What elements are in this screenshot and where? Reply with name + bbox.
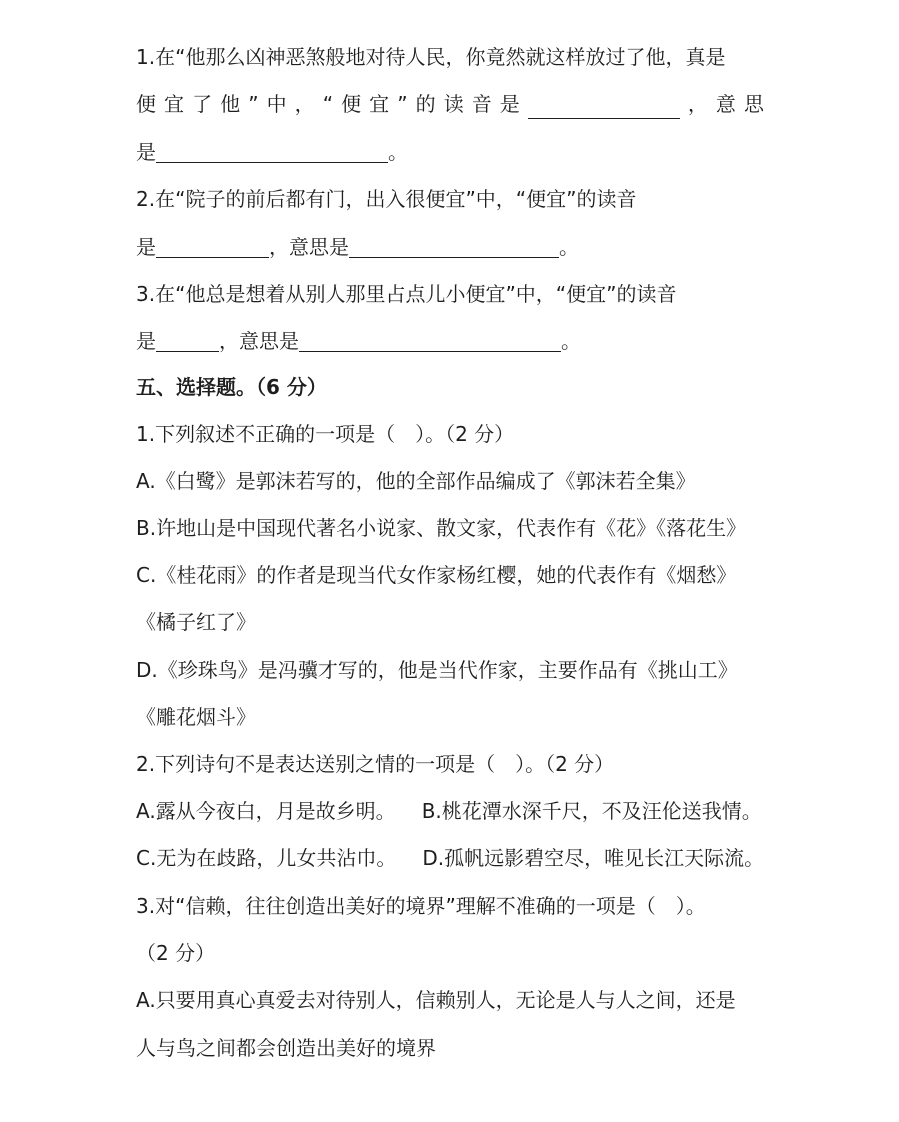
q4-2-reading-blank[interactable] [156, 235, 269, 258]
q4-3-reading-blank[interactable] [156, 329, 219, 352]
q5-1-option-d-text-cont: 《雕花烟斗》 [136, 705, 256, 729]
q4-1-meaning-blank[interactable] [156, 140, 388, 163]
q5-3-option-a-text: A.只要用真心真爱去对待别人，信赖别人，无论是人与人之间，还是 [136, 988, 736, 1012]
q4-3-meaning-blank[interactable] [299, 329, 561, 352]
q4-2-line2-mid: ，意思是 [269, 235, 349, 259]
q4-1-line2-tail-char: ， [687, 92, 708, 116]
q5-1-option-b-text: B.许地山是中国现代著名小说家、散文家，代表作有《花》《落花生》 [136, 516, 747, 540]
q4-1-line2-char: ” [397, 92, 408, 116]
q5-3-stem-text: 3.对“信赖，往往创造出美好的境界”理解不准确的一项是（ ）。 [136, 894, 706, 918]
q4-2-line2 [136, 232, 764, 262]
q4-1-line2-char: 宜 [164, 92, 185, 116]
q5-3-option-a-text-cont: 人与鸟之间都会创造出美好的境界 [136, 1036, 436, 1060]
section-5-heading [136, 372, 764, 402]
q5-2-options-row1 [136, 796, 764, 826]
q4-2-line1 [136, 184, 764, 214]
q4-2-line1-text: 2.在“院子的前后都有门，出入很便宜”中，“便宜”的读音 [136, 187, 637, 211]
q4-3-end: 。 [561, 329, 581, 353]
q4-1-line2 [136, 89, 764, 119]
q5-3-score [136, 938, 764, 968]
q4-1-line2-char: 是 [499, 92, 520, 116]
q5-1-stem [136, 419, 764, 449]
q4-1-line2-char: ， [294, 92, 315, 116]
q4-1-line2-char: 读 [443, 92, 464, 116]
q5-1-option-c-text-cont: 《橘子红了》 [136, 610, 256, 634]
q5-3-stem [136, 891, 764, 921]
q5-3-option-a[interactable] [136, 985, 764, 1015]
q5-1-option-d[interactable] [136, 655, 764, 685]
q5-1-option-b[interactable] [136, 513, 764, 543]
q4-1-line2-char: 便 [341, 92, 362, 116]
q4-1-end: 。 [388, 140, 408, 164]
q5-2-options-row2 [136, 843, 764, 873]
q4-1-line1-text: 1.在“他那么凶神恶煞般地对待人民，你竟然就这样放过了他，真是 [136, 45, 726, 69]
q5-1-option-d-cont [136, 702, 764, 732]
q5-1-option-c[interactable] [136, 560, 764, 590]
q4-1-line1 [136, 42, 764, 72]
q5-2-option-b[interactable]: B.桃花潭水深千尺，不及汪伦送我情。 [421, 799, 762, 823]
q5-3-score-text: （2 分） [136, 941, 216, 965]
q5-3-option-a-cont [136, 1033, 764, 1063]
q4-1-line2-char: 了 [192, 92, 213, 116]
q4-1-line2-char: 的 [415, 92, 436, 116]
q5-2-option-c[interactable]: C.无为在歧路，儿女共沾巾。 [136, 846, 397, 870]
q4-2-meaning-blank[interactable] [349, 235, 559, 258]
q5-1-option-d-text: D.《珍珠鸟》是冯骥才写的，他是当代作家，主要作品有《挑山工》 [136, 658, 738, 682]
q4-2-end: 。 [559, 235, 579, 259]
q4-3-line2 [136, 326, 764, 356]
q4-3-line2-mid: ，意思是 [219, 329, 299, 353]
q5-1-option-a[interactable] [136, 466, 764, 496]
q5-2-stem [136, 749, 764, 779]
q5-1-option-c-text: C.《桂花雨》的作者是现当代女作家杨红樱，她的代表作有《烟愁》 [136, 563, 737, 587]
q4-1-reading-blank[interactable] [528, 96, 680, 119]
q4-1-line3 [136, 137, 764, 167]
q4-1-line2-char: “ [322, 92, 334, 116]
q5-1-stem-text: 1.下列叙述不正确的一项是（ ）。（2 分） [136, 422, 515, 446]
q4-1-line2-char: ” [248, 92, 259, 116]
q4-1-line3-start: 是 [136, 140, 156, 164]
q4-3-line2-start: 是 [136, 329, 156, 353]
q4-3-line1 [136, 279, 764, 309]
q5-1-option-c-cont [136, 607, 764, 637]
q4-3-line1-text: 3.在“他总是想着从别人那里占点儿小便宜”中，“便宜”的读音 [136, 282, 677, 306]
q5-2-option-d[interactable]: D.孤帆远影碧空尽，唯见长江天际流。 [422, 846, 765, 870]
q4-1-line2-tail-char: 意 [715, 92, 736, 116]
q4-1-line2-char: 宜 [369, 92, 390, 116]
q5-2-stem-text: 2.下列诗句不是表达送别之情的一项是（ ）。（2 分） [136, 752, 615, 776]
q5-2-option-a[interactable]: A.露从今夜白，月是故乡明。 [136, 799, 396, 823]
q4-1-line2-char: 音 [471, 92, 492, 116]
q4-1-line2-tail-char: 思 [743, 92, 764, 116]
q4-2-line2-start: 是 [136, 235, 156, 259]
q4-1-line2-char: 中 [266, 92, 287, 116]
q4-1-line2-char: 他 [220, 92, 241, 116]
q5-1-option-a-text: A.《白鹭》是郭沫若写的，他的全部作品编成了《郭沫若全集》 [136, 469, 696, 493]
q4-1-line2-char: 便 [136, 92, 156, 116]
section-5-heading-text: 五、选择题。（6 分） [136, 375, 327, 399]
